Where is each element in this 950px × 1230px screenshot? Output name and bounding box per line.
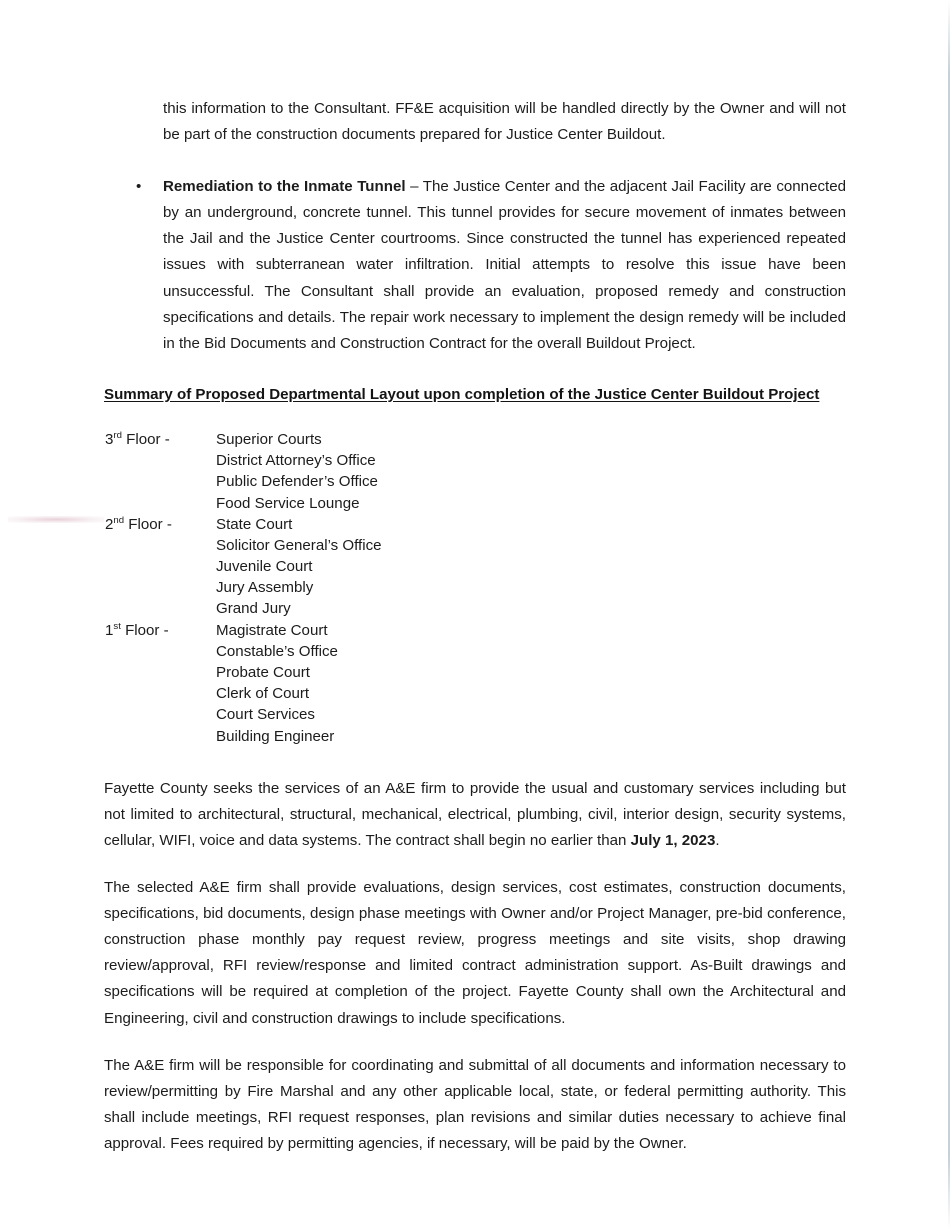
floor-label [105, 620, 169, 641]
department-name: Solicitor General’s Office [216, 536, 382, 554]
floor-suffix: Floor - [124, 515, 172, 533]
department-name: District Attorney’s Office [216, 452, 376, 470]
bullet-separator: – [405, 178, 423, 196]
bullet-lead-in: Remediation to the Inmate Tunnel [163, 178, 406, 196]
department-name: Court Services [216, 706, 315, 724]
floor-layout-list [104, 429, 846, 747]
floor-row [104, 620, 846, 641]
department-name: Jury Assembly [216, 579, 314, 597]
floor-row [104, 662, 846, 683]
services-text-after-date: . [715, 831, 720, 849]
department-name: Building Engineer [216, 727, 335, 745]
floor-ordinal: rd [113, 429, 122, 441]
document-content [104, 96, 846, 1157]
bullet-paragraph [163, 174, 846, 357]
department-name: Constable’s Office [216, 642, 338, 660]
floor-row [104, 726, 846, 747]
floor-number: 2 [105, 515, 114, 533]
floor-number: 1 [105, 621, 114, 639]
bullet-marker-icon: • [136, 178, 142, 196]
bullet-body-text: The Justice Center and the adjacent Jail Facility are connected by an underground, concrete tunnel. This tunnel provides for secure movement of inmates between the Jail and the Justice Center courtrooms. Since constructed the tunnel has experienced repeated issues with subterranean water infiltration. Initial attempts to resolve this issue have been unsuccessful. The Consultant shall provide an evaluation, proposed remedy and construction specifications and details. The repair work necessary to implement the design remedy will be included in the Bid Documents and Construction Contract for the overall Buildout Project. [163, 178, 847, 352]
department-name: State Court [216, 515, 293, 533]
floor-row [104, 641, 846, 662]
floor-row [104, 577, 846, 598]
floor-row [104, 450, 846, 471]
floor-label [105, 429, 170, 450]
paragraph-permitting: The A&E firm will be responsible for coordinating and submittal of all documents and information necessary to review/permitting by Fire Marshal and any other applicable local, state, or federal permitting authority. This shall include meetings, RFI request responses, plan revisions and similar duties necessary to achieve final approval. Fees required by permitting agencies, if necessary, will be paid by the Owner. [104, 1056, 846, 1152]
floor-label [105, 514, 172, 535]
paragraph-services [104, 776, 846, 854]
floor-suffix: Floor - [120, 621, 169, 639]
floor-row [104, 429, 846, 450]
section-heading-summary: Summary of Proposed Departmental Layout upon completion of the Justice Center Buildout Project [104, 385, 820, 403]
paragraph-scope: The selected A&E firm shall provide evaluations, design services, cost estimates, construction documents, specifications, bid documents, design phase meetings with Owner and/or Project Manager, pre-bid conference, construction phase monthly pay request review, progress meetings and site visits, shop drawing review/approval, RFI review/response and limited contract administration support. As-Built drawings and specifications will be required at completion of the project. Fayette County shall own the Architectural and Engineering, civil and construction drawings to include specifications. [104, 879, 846, 1027]
contract-start-date: July 1, 2023 [630, 831, 716, 849]
continued-paragraph: this information to the Consultant. FF&E acquisition will be handled directly by the Owner and will not be part of the construction documents prepared for Justice Center Buildout. [163, 100, 846, 144]
department-name: Superior Courts [216, 430, 322, 448]
floor-row [104, 471, 846, 492]
floor-ordinal: st [113, 620, 121, 632]
scan-smudge-artifact [8, 516, 104, 523]
body-paragraphs [104, 776, 846, 1157]
floor-ordinal: nd [113, 514, 125, 526]
department-name: Juvenile Court [216, 558, 313, 576]
services-text-before-date: Fayette County seeks the services of an A&E firm to provide the usual and customary services including but not limited to architectural, structural, mechanical, electrical, plumbing, civil, interior design, security systems, cellular, WIFI, voice and data systems. The contract shall begin no earlier than [104, 779, 846, 849]
floor-suffix: Floor - [121, 430, 170, 448]
floor-row [104, 683, 846, 704]
department-name: Public Defender’s Office [216, 473, 378, 491]
floor-number: 3 [105, 430, 114, 448]
bullet-item-remediation [136, 174, 847, 357]
floor-row [104, 535, 846, 556]
department-name: Clerk of Court [216, 685, 310, 703]
floor-row [104, 493, 846, 514]
floor-row [104, 514, 846, 535]
department-name: Probate Court [216, 664, 310, 681]
department-name: Grand Jury [216, 600, 291, 618]
floor-row [104, 704, 846, 725]
floor-row [104, 598, 846, 619]
floor-row [104, 556, 846, 577]
department-name: Food Service Lounge [216, 494, 360, 512]
department-name: Magistrate Court [216, 621, 328, 639]
